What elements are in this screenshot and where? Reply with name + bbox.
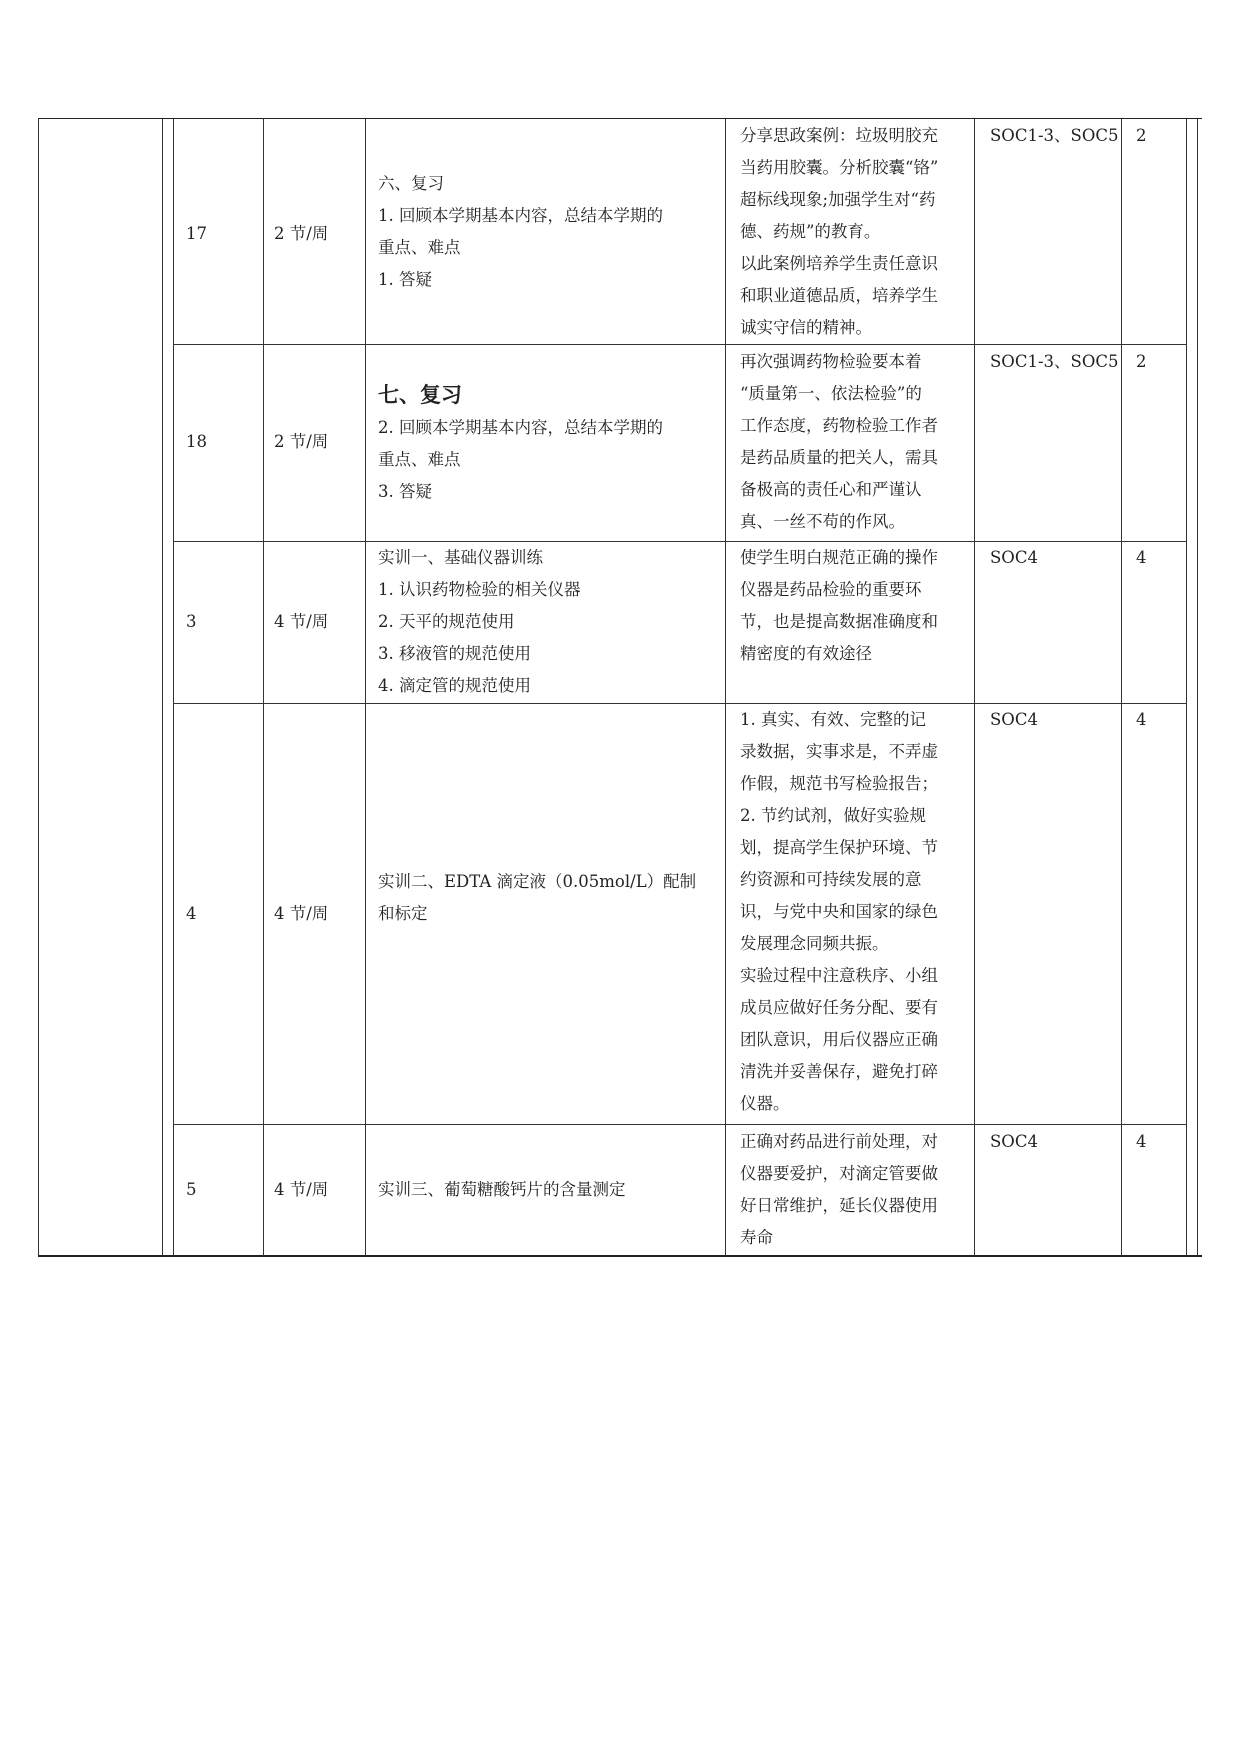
ideology-line: 清洗并妥善保存，避免打碎	[740, 1062, 938, 1081]
ideology-line: “质量第一、依法检验”的	[740, 384, 922, 403]
content-title: 六、复习	[378, 174, 444, 193]
content-title: 实训一、基础仪器训练	[378, 548, 543, 567]
week-cell: 5	[186, 1180, 197, 1199]
col-divider	[263, 118, 264, 1256]
content-cell	[378, 1174, 728, 1206]
ideology-line: 诚实守信的精神。	[740, 318, 872, 337]
content-line: 3. 答疑	[378, 482, 432, 501]
content-cell	[378, 168, 728, 296]
ideology-line: 再次强调药物检验要本着	[740, 352, 922, 371]
ideology-line: 仪器是药品检验的重要环	[740, 580, 922, 599]
ideology-line: 录数据，实事求是，不弄虚	[740, 742, 938, 761]
content-title: 实训三、葡萄糖酸钙片的含量测定	[378, 1180, 626, 1199]
ideology-line: 精密度的有效途径	[740, 644, 872, 663]
hours-cell: 4 节/周	[274, 612, 329, 631]
content-line: 1. 认识药物检验的相关仪器	[378, 580, 581, 599]
content-line: 3. 移液管的规范使用	[378, 644, 531, 663]
ideology-cell	[740, 346, 980, 538]
ideology-line: 备极高的责任心和严谨认	[740, 480, 922, 499]
ideology-line: 识，与党中央和国家的绿色	[740, 902, 938, 921]
col-divider	[1121, 118, 1122, 1256]
content-line: 2. 回顾本学期基本内容，总结本学期的	[378, 418, 663, 437]
hours-cell: 2 节/周	[274, 224, 329, 243]
ideology-line: 以此案例培养学生责任意识	[740, 254, 938, 273]
table-top-border	[38, 118, 1202, 119]
content-line: 1. 回顾本学期基本内容，总结本学期的	[378, 206, 663, 225]
ideology-line: 约资源和可持续发展的意	[740, 870, 922, 889]
ideology-line: 和职业道德品质，培养学生	[740, 286, 938, 305]
content-title: 七、复习	[378, 382, 462, 407]
ideology-line: 1. 真实、有效、完整的记	[740, 710, 926, 729]
ideology-line: 仪器要爱护，对滴定管要做	[740, 1164, 938, 1183]
table-left-border	[38, 118, 39, 1256]
ideology-line: 实验过程中注意秩序、小组	[740, 966, 938, 985]
hours-cell: 4 节/周	[274, 904, 329, 923]
credit-cell: 2	[1136, 126, 1147, 145]
hours-cell: 2 节/周	[274, 432, 329, 451]
ideology-line: 仪器。	[740, 1094, 790, 1113]
ideology-line: 好日常维护，延长仪器使用	[740, 1196, 938, 1215]
content-line: 1. 答疑	[378, 270, 432, 289]
ideology-line: 团队意识，用后仪器应正确	[740, 1030, 938, 1049]
hours-cell: 4 节/周	[274, 1180, 329, 1199]
col-divider	[365, 118, 366, 1256]
ideology-line: 发展理念同频共振。	[740, 934, 889, 953]
col-divider	[162, 118, 163, 1256]
content-cell	[378, 542, 728, 702]
content-line: 4. 滴定管的规范使用	[378, 676, 531, 695]
table-bottom-border	[38, 1255, 1202, 1257]
code-cell: SOC1-3、SOC5	[990, 126, 1119, 145]
content-line: 重点、难点	[378, 450, 461, 469]
credit-cell: 2	[1136, 352, 1147, 371]
content-line: 和标定	[378, 904, 428, 923]
col-divider	[173, 118, 174, 1256]
ideology-line: 是药品质量的把关人，需具	[740, 448, 938, 467]
content-cell	[378, 378, 728, 508]
credit-cell: 4	[1136, 1132, 1147, 1151]
code-cell: SOC4	[990, 1132, 1038, 1151]
ideology-line: 德、药规”的教育。	[740, 222, 881, 241]
content-cell	[378, 866, 728, 930]
ideology-line: 节，也是提高数据准确度和	[740, 612, 938, 631]
ideology-line: 正确对药品进行前处理，对	[740, 1132, 938, 1151]
credit-cell: 4	[1136, 710, 1147, 729]
code-cell: SOC4	[990, 710, 1038, 729]
ideology-line: 超标线现象;加强学生对“药	[740, 190, 936, 209]
ideology-line: 真、一丝不苟的作风。	[740, 512, 905, 531]
content-line: 2. 天平的规范使用	[378, 612, 515, 631]
row-divider	[173, 344, 1186, 345]
ideology-line: 工作态度，药物检验工作者	[740, 416, 938, 435]
ideology-line: 当药用胶囊。分析胶囊“铬”	[740, 158, 939, 177]
ideology-line: 2. 节约试剂，做好实验规	[740, 806, 926, 825]
row-divider	[173, 1124, 1186, 1125]
code-cell: SOC4	[990, 548, 1038, 567]
week-cell: 4	[186, 904, 197, 923]
ideology-line: 寿命	[740, 1228, 773, 1247]
content-title: 实训二、EDTA 滴定液（0.05mol/L）配制	[378, 872, 697, 891]
ideology-line: 划，提高学生保护环境、节	[740, 838, 938, 857]
ideology-line: 成员应做好任务分配、要有	[740, 998, 938, 1017]
ideology-cell	[740, 542, 980, 670]
col-divider	[1186, 118, 1187, 1256]
ideology-cell	[740, 120, 980, 344]
ideology-cell	[740, 704, 980, 1120]
ideology-line: 分享思政案例：垃圾明胶充	[740, 126, 938, 145]
week-cell: 17	[186, 224, 207, 243]
ideology-line: 作假，规范书写检验报告；	[740, 774, 938, 793]
credit-cell: 4	[1136, 548, 1147, 567]
ideology-line: 使学生明白规范正确的操作	[740, 548, 938, 567]
week-cell: 3	[186, 612, 197, 631]
table-right-border	[1197, 118, 1198, 1256]
ideology-cell	[740, 1126, 980, 1254]
week-cell: 18	[186, 432, 207, 451]
code-cell: SOC1-3、SOC5	[990, 352, 1119, 371]
content-line: 重点、难点	[378, 238, 461, 257]
